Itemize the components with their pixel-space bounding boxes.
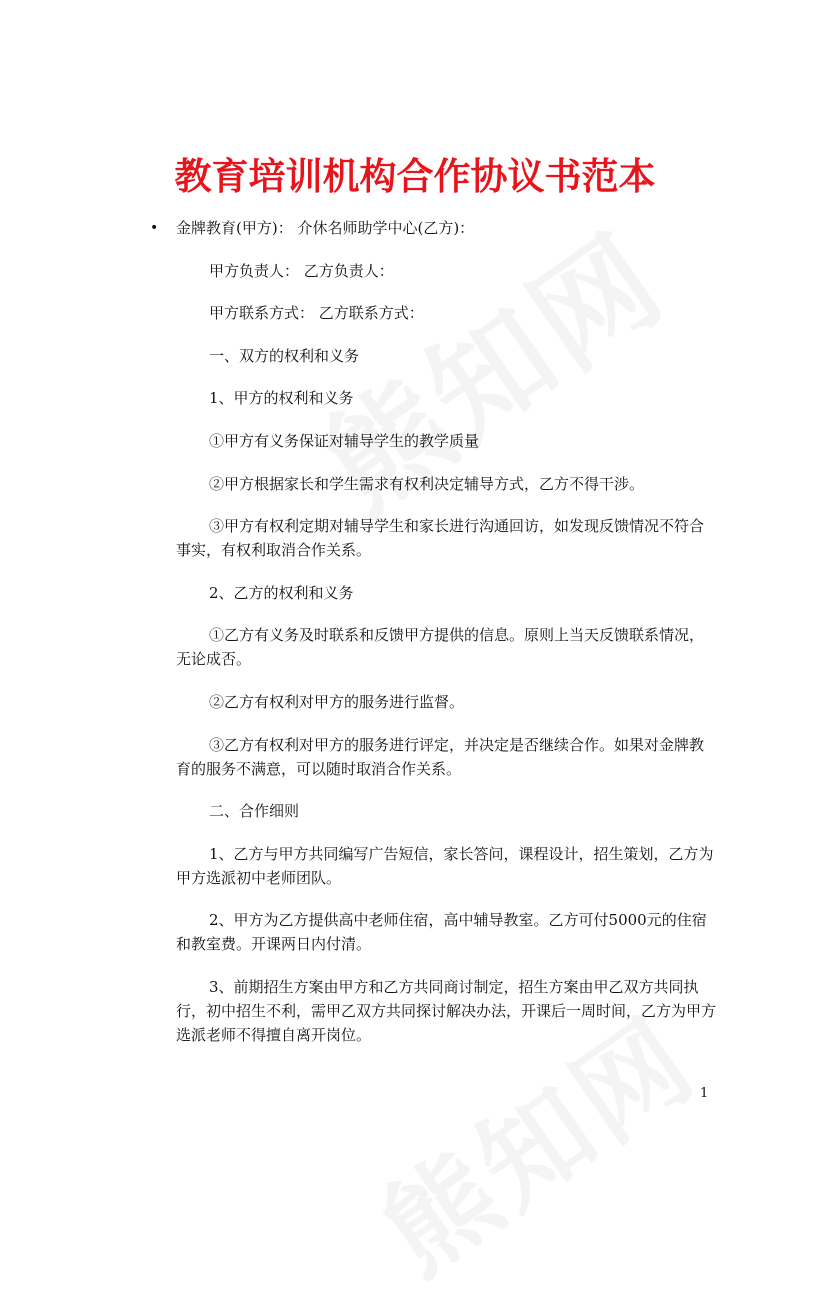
paragraph: 甲方联系方式： 乙方联系方式： <box>209 304 424 323</box>
paragraph: ③甲方有权利定期对辅导学生和家长进行沟通回访，如发现反馈情况不符合事实，有权利取消合作关系。 <box>176 517 705 560</box>
page-number: 1 <box>700 1086 709 1101</box>
paragraph: ③乙方有权利对甲方的服务进行评定，并决定是否继续合作。如果对金牌教育的服务不满意，可以随时取消合作关系。 <box>176 735 705 778</box>
bullet-icon: • <box>150 220 159 236</box>
paragraph: ②甲方根据家长和学生需求有权利决定辅导方式，乙方不得干涉。 <box>209 474 645 493</box>
parties-line <box>150 216 716 240</box>
subsection-heading: 2、乙方的权利和义务 <box>209 583 354 602</box>
subsection-heading: 1、甲方的权利和义务 <box>209 389 354 408</box>
parties-text: 金牌教育(甲方)： 介休名师助学中心(乙方)： <box>176 219 475 237</box>
paragraph: ②乙方有权利对甲方的服务进行监督。 <box>209 692 465 711</box>
paragraph: ①乙方有义务及时联系和反馈甲方提供的信息。原则上当天反馈联系情况，无论成否。 <box>176 626 705 669</box>
paragraph: 3、前期招生方案由甲方和乙方共同商讨制定，招生方案由甲乙双方共同执行，初中招生不利，需甲乙双方共同探讨解决办法，开课后一周时间，乙方为甲方选派老师不得擅自离开岗位。 <box>176 977 717 1044</box>
paragraph: ①甲方有义务保证对辅导学生的教学质量 <box>209 431 480 450</box>
paragraph: 2、甲方为乙方提供高中老师住宿，高中辅导教室。乙方可付5000元的住宿和教室费。开课两日内付清。 <box>176 911 707 954</box>
document-title: 教育培训机构合作协议书范本 <box>174 155 656 198</box>
document-body <box>150 216 717 1066</box>
section-heading: 一、双方的权利和义务 <box>209 346 360 365</box>
paragraph: 甲方负责人： 乙方负责人： <box>209 261 394 280</box>
paragraph: 1、乙方与甲方共同编写广告短信，家长答问，课程设计，招生策划，乙方为甲方选派初中老师团队。 <box>176 844 714 887</box>
section-heading: 二、合作细则 <box>209 802 300 821</box>
